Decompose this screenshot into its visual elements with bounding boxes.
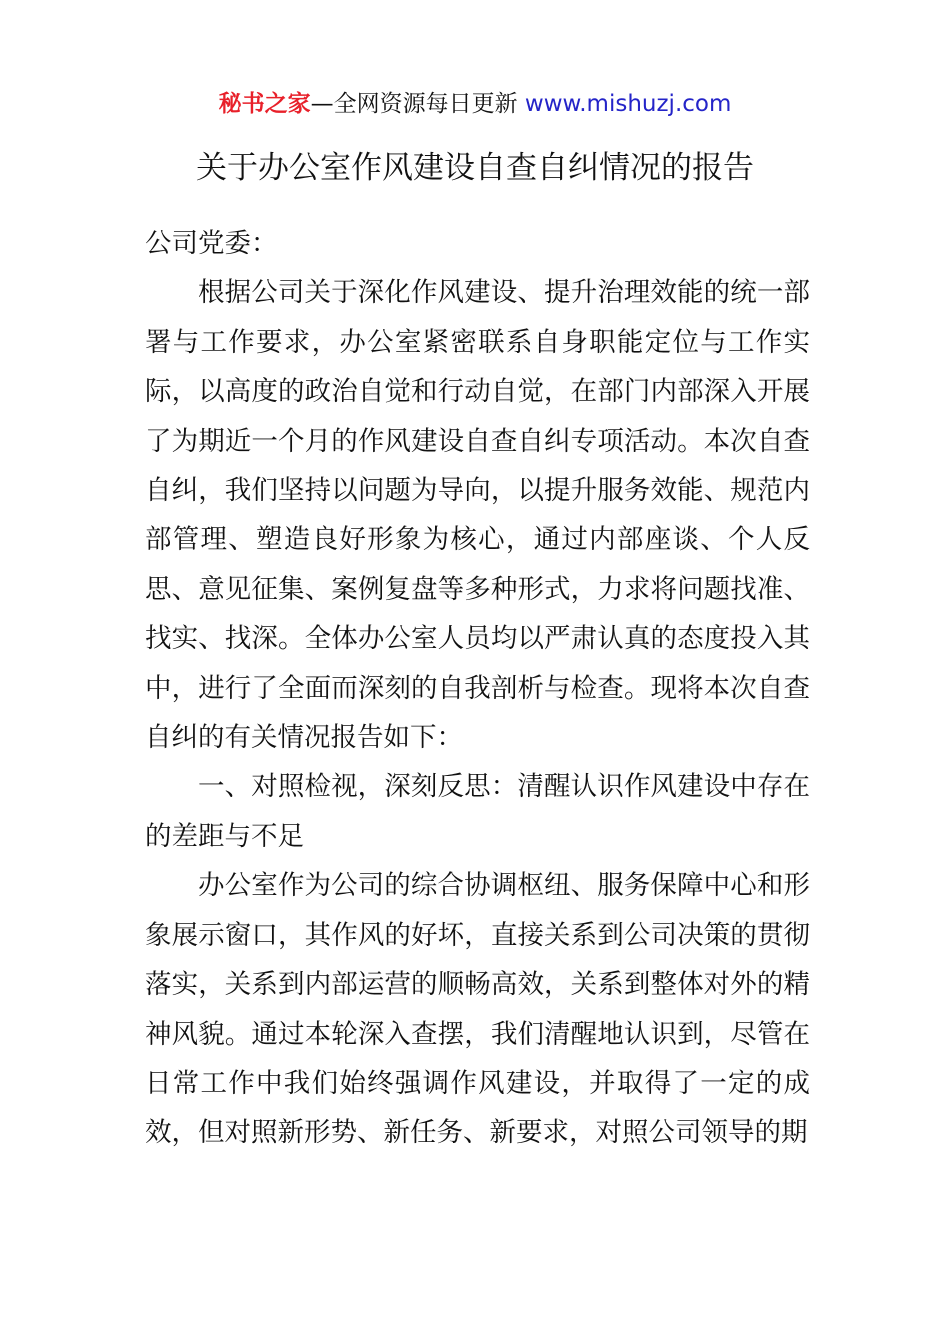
salutation: 公司党委：	[145, 228, 278, 259]
brand-name: 秘书之家	[218, 91, 311, 117]
document-body	[145, 219, 810, 1158]
paragraph-section-1: 办公室作为公司的综合协调枢纽、服务保障中心和形象展示窗口，其作风的好坏，直接关系到公司决策的贯彻落实，关系到内部运营的顺畅高效，关系到整体对外的精神风貌。通过本轮深入查摆，我们清醒地认识到，尽管在日常工作中我们始终强调作风建设，并取得了一定的成效，但对照新形势、新任务、新要求，对照公司领导的期	[145, 870, 810, 1149]
document-title: 关于办公室作风建设自查自纠情况的报告	[196, 150, 754, 186]
site-url[interactable]: www.mishuzj.com	[524, 91, 732, 117]
site-header	[0, 86, 950, 122]
section-heading-1: 一、对照检视，深刻反思：清醒认识作风建设中存在的差距与不足	[145, 771, 810, 852]
site-tagline: —全网资源每日更新	[310, 91, 525, 117]
paragraph-intro: 根据公司关于深化作风建设、提升治理效能的统一部署与工作要求，办公室紧密联系自身职能定位与工作实际，以高度的政治自觉和行动自觉，在部门内部深入开展了为期近一个月的作风建设自查自纠专项活动。本次自查自纠，我们坚持以问题为导向，以提升服务效能、规范内部管理、塑造良好形象为核心，通过内部座谈、个人反思、意见征集、案例复盘等多种形式，力求将问题找准、找实、找深。全体办公室人员均以严肃认真的态度投入其中，进行了全面而深刻的自我剖析与检查。现将本次自查自纠的有关情况报告如下：	[145, 277, 810, 754]
